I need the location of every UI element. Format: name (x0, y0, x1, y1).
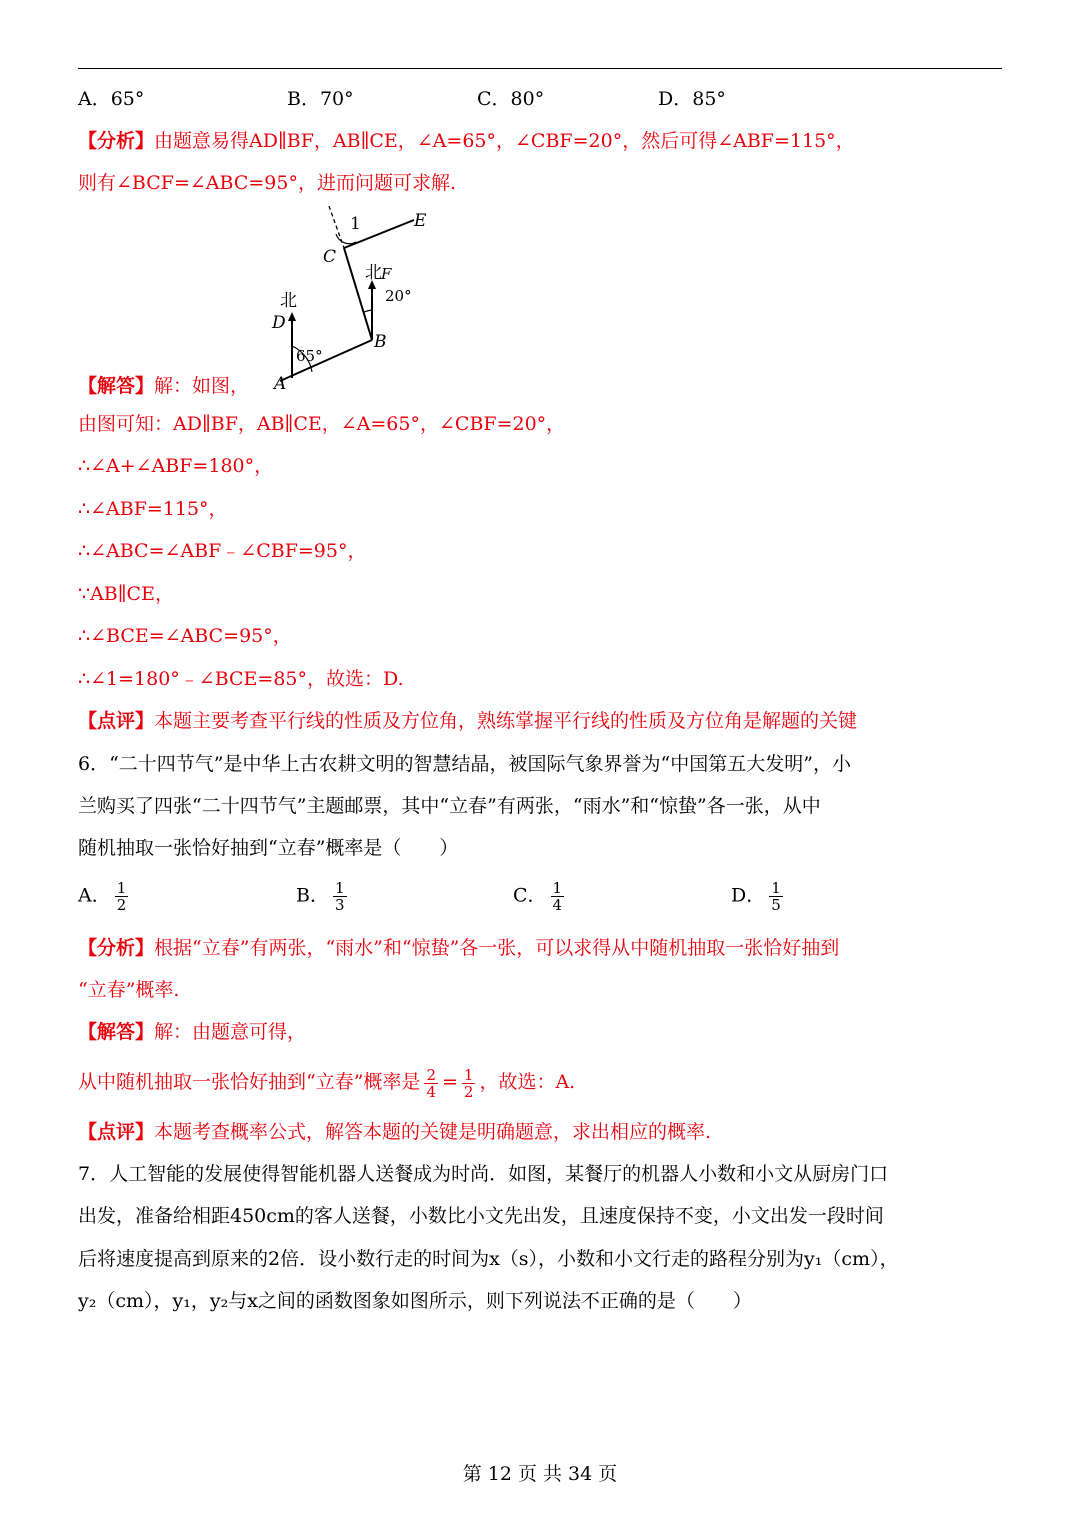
q6-option-d (731, 880, 787, 913)
solution-tag: 【解答】 (78, 1021, 155, 1043)
q6-analysis-line-2: “立春”概率. (78, 979, 180, 1001)
comment-text: 本题考查概率公式，解答本题的关键是明确题意，求出相应的概率. (154, 1121, 712, 1143)
analysis-text: 由题意易得AD∥BF，AB∥CE，∠A=65°，∠CBF=20°，然后可得∠ABF=115°， (154, 130, 855, 152)
label-c: C (323, 247, 337, 267)
arrow-head-d (288, 312, 296, 321)
denominator: 3 (334, 896, 345, 914)
segment-cb (344, 248, 372, 340)
label-d: D (272, 313, 286, 333)
q5-analysis-line-2: 则有∠BCF=∠ABC=95°，进而问题可求解. (78, 172, 457, 194)
denominator: 5 (771, 896, 781, 914)
q5-geometry-figure (268, 206, 428, 392)
denominator: 4 (426, 1082, 436, 1101)
label-b: B (374, 332, 387, 352)
fraction (551, 880, 565, 913)
solution-tag: 【解答】 (78, 375, 155, 397)
page-footer: 第 12 页 共 34 页 (462, 1463, 618, 1485)
q6-option-a (78, 880, 132, 913)
solution-intro: 解：由题意可得， (154, 1021, 307, 1043)
fraction (769, 880, 783, 913)
q6-solution-line (78, 1018, 306, 1046)
result-fraction-1 (424, 1067, 438, 1100)
analysis-text: 根据“立春”有两张，“雨水”和“惊蛰”各一张，可以求得从中随机抽取一张恰好抽到 (154, 937, 840, 959)
segment-ab (280, 340, 372, 381)
north-label-2: 北 (365, 263, 382, 283)
q5-step: ∵AB∥CE， (78, 583, 174, 605)
q5-step: ∴∠ABF=115°， (78, 498, 228, 520)
q5-option-c: C．80° (477, 88, 545, 110)
comment-text: 本题主要考查平行线的性质及方位角，熟练掌握平行线的性质及方位角是解题的关键 (154, 710, 858, 732)
q6-option-b (296, 880, 351, 913)
denominator: 2 (116, 896, 127, 914)
angle-65-label: 65° (296, 347, 323, 365)
analysis-tag: 【分析】 (78, 937, 155, 959)
label-e: E (414, 211, 427, 231)
label-1: 1 (350, 214, 361, 234)
option-letter: B． (296, 884, 329, 907)
fraction (115, 880, 129, 913)
result-fraction-2 (462, 1067, 476, 1100)
q5-step: ∴∠BCE=∠ABC=95°， (78, 625, 292, 647)
q6-option-c (513, 880, 568, 913)
q7-stem-line-1: 7．人工智能的发展使得智能机器人送餐成为时尚．如图，某餐厅的机器人小数和小文从厨房门口 (78, 1163, 889, 1185)
fraction (333, 880, 347, 913)
q7-stem-line-4: y₂（cm），y₁，y₂与x之间的函数图象如图所示，则下列说法不正确的是（ ） (78, 1290, 752, 1312)
label-f: F (381, 265, 392, 283)
north-label-1: 北 (280, 291, 297, 311)
q5-step: ∴∠1=180°﹣∠BCE=85°，故选：D. (78, 668, 404, 690)
numerator: 1 (552, 879, 563, 897)
numerator: 1 (334, 879, 345, 897)
q5-step: 由图可知：AD∥BF，AB∥CE，∠A=65°，∠CBF=20°， (78, 413, 566, 435)
q5-step: ∴∠ABC=∠ABF﹣∠CBF=95°， (78, 540, 367, 562)
comment-tag: 【点评】 (78, 1121, 155, 1143)
q6-analysis-line-1 (78, 934, 839, 962)
solution-intro: 解：如图， (154, 375, 250, 397)
result-suffix: ，故选：A. (479, 1071, 576, 1093)
denominator: 2 (463, 1082, 474, 1101)
option-letter: D． (731, 884, 766, 907)
q6-stem-line-3: 随机抽取一张恰好抽到“立春”概率是（ ） (78, 837, 459, 859)
q5-comment-line (78, 707, 857, 735)
numerator: 1 (116, 879, 127, 897)
option-letter: C． (513, 884, 547, 907)
q6-stem-line-1: 6．“二十四节气”是中华上古农耕文明的智慧结晶，被国际气象界誉为“中国第五大发明”，小 (78, 753, 851, 775)
q6-comment-line (78, 1118, 711, 1146)
comment-tag: 【点评】 (78, 710, 155, 732)
q6-stem-line-2: 兰购买了四张“二十四节气”主题邮票，其中“立春”有两张，“雨水”和“惊蛰”各一张，从中 (78, 795, 821, 817)
equals-sign: = (441, 1071, 458, 1093)
numerator: 1 (463, 1065, 474, 1084)
angle-20-label: 20° (385, 287, 412, 305)
option-letter: A． (78, 884, 111, 907)
q6-result-line (78, 1064, 575, 1100)
analysis-tag: 【分析】 (78, 130, 155, 152)
q5-option-a: A．65° (78, 88, 145, 110)
header-rule (78, 68, 1002, 69)
q5-option-b: B．70° (287, 88, 354, 110)
numerator: 2 (426, 1065, 436, 1084)
q7-stem-line-3: 后将速度提高到原来的2倍．设小数行走的时间为x（s），小数和小文行走的路程分别为y₁（cm）， (78, 1248, 899, 1270)
q5-option-d: D．85° (658, 88, 726, 110)
label-a: A (274, 374, 287, 392)
q5-analysis-line-1 (78, 127, 855, 155)
q5-solution-line (78, 372, 249, 400)
q5-step: ∴∠A+∠ABF=180°， (78, 455, 274, 477)
q7-stem-line-2: 出发，准备给相距450cm的客人送餐，小数比小文先出发，且速度保持不变，小文出发一段时间 (78, 1205, 884, 1227)
angle-arc-20 (364, 310, 372, 312)
result-prefix: 从中随机抽取一张恰好抽到“立春”概率是 (78, 1071, 421, 1093)
numerator: 1 (771, 879, 781, 897)
denominator: 4 (552, 896, 563, 914)
